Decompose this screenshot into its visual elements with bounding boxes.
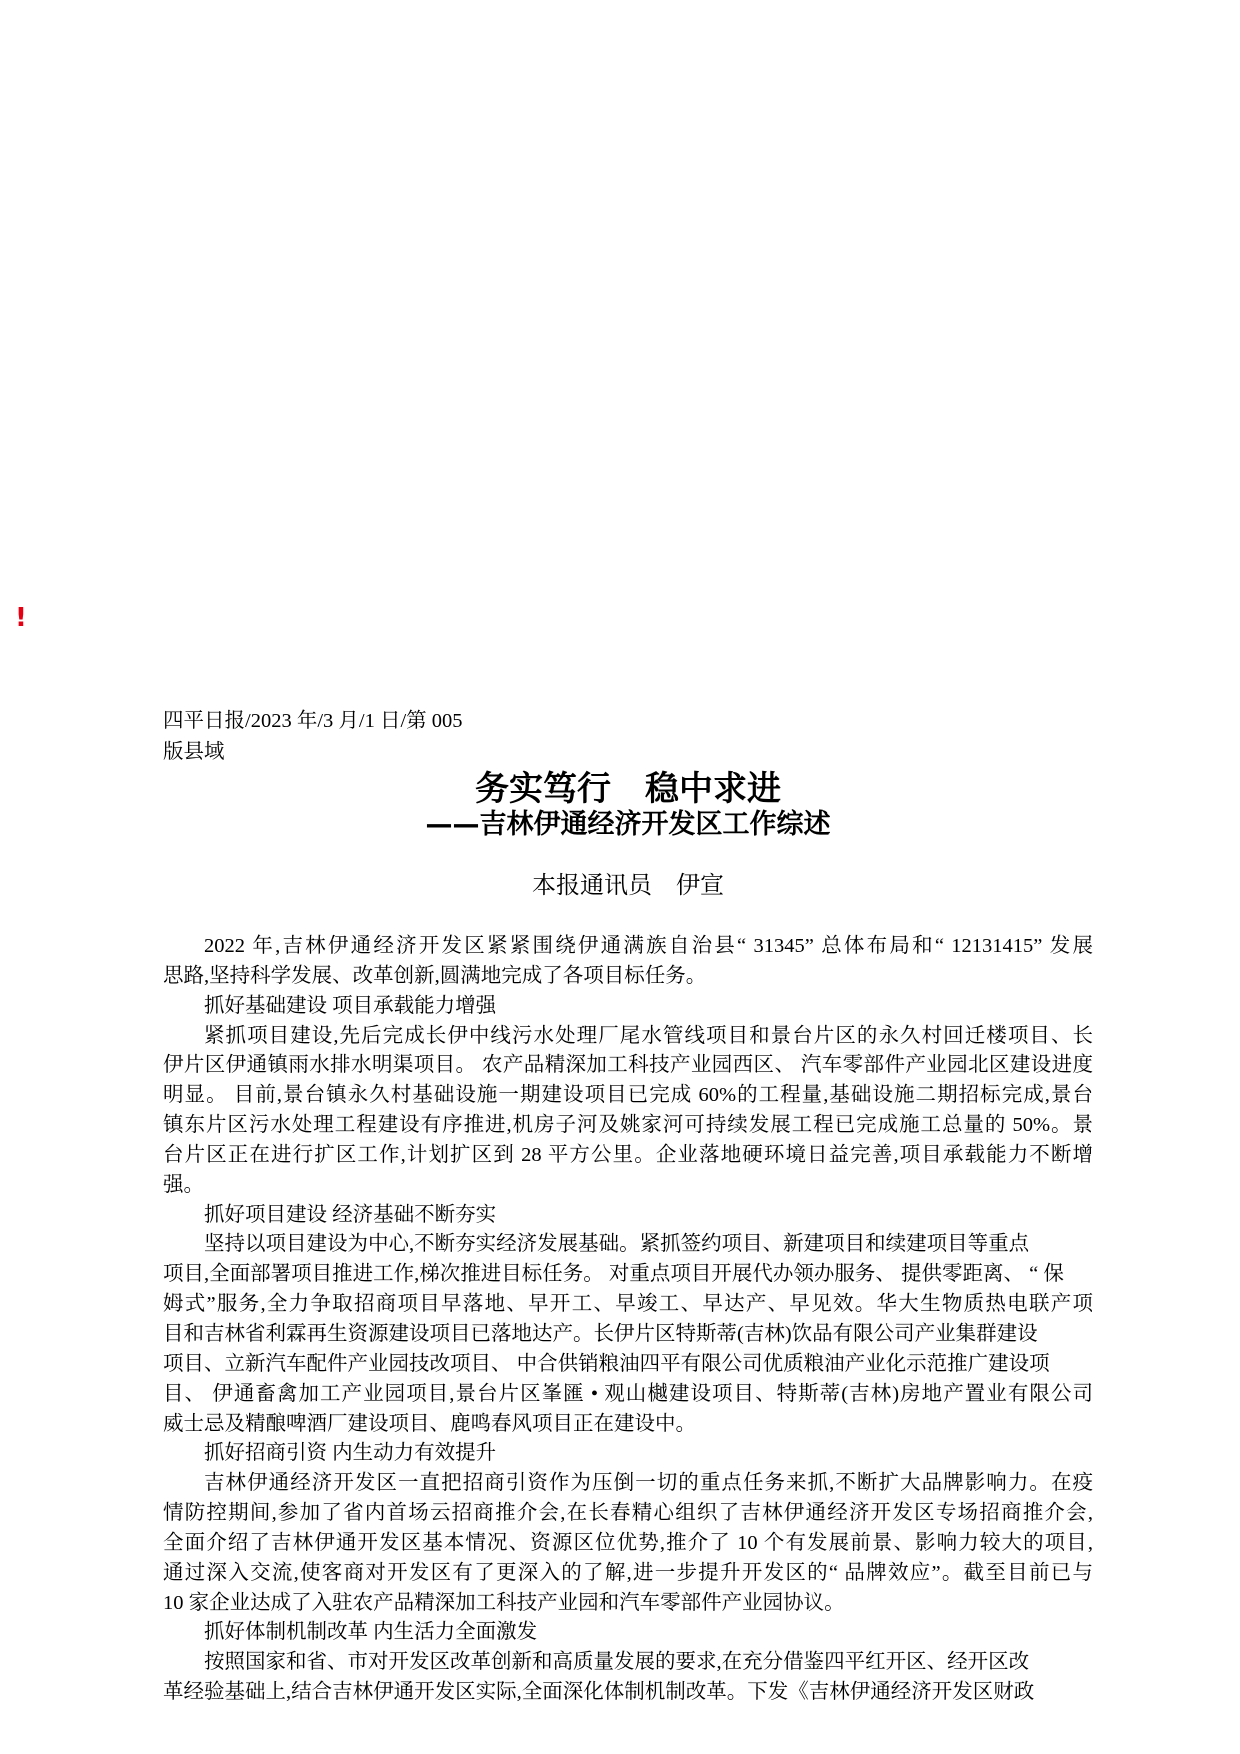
article-body xyxy=(163,932,1093,1708)
article-line: 项目,全面部署项目推进工作,梯次推进目标任务。 对重点项目开展代办领办服务、 提供零距离、 “ 保 xyxy=(163,1263,1064,1286)
article-section xyxy=(163,992,1093,1201)
article-line: 吉林伊通经济开发区一直把招商引资作为压倒一切的重点任务来抓,不断扩大品牌影响力。在疫 xyxy=(204,1472,1093,1495)
headline-title: 务实笃行 稳中求进 xyxy=(475,769,781,809)
article-line: 通过深入交流,使客商对开发区有了更深入的了解,进一步提升开发区的“ 品牌效应”。截至目前已与 xyxy=(163,1561,1093,1584)
article-line: 镇东片区污水处理工程建设有序推进,机房子河及姚家河可持续发展工程已完成施工总量的 50%。景 xyxy=(163,1114,1093,1137)
section-heading: 抓好招商引资 内生动力有效提升 xyxy=(204,1442,497,1465)
article-line: 紧抓项目建设,先后完成长伊中线污水处理厂尾水管线项目和景台片区的永久村回迁楼项目、长 xyxy=(204,1024,1093,1047)
section-heading: 抓好体制机制改革 内生活力全面激发 xyxy=(204,1621,538,1644)
article-line: 目和吉林省利霖再生资源建设项目已落地达产。长伊片区特斯蒂(吉林)饮品有限公司产业集群建设 xyxy=(163,1322,1038,1345)
article-line: 10 家企业达成了入驻农产品精深加工科技产业园和汽车零部件产业园协议。 xyxy=(163,1591,845,1614)
article-line: 2022 年,吉林伊通经济开发区紧紧围绕伊通满族自治县“ 31345” 总体布局和“ 12131415” 发展 xyxy=(204,935,1093,957)
byline: 本报通讯员 伊宣 xyxy=(532,873,724,899)
article-line: 思路,坚持科学发展、改革创新,圆满地完成了各项目标任务。 xyxy=(163,964,707,987)
headline-subtitle: ——吉林伊通经济开发区工作综述 xyxy=(425,809,831,840)
article-line: 明显。 目前,景台镇永久村基础设施一期建设项目已完成 60%的工程量,基础设施二期招标完成,景台 xyxy=(163,1084,1093,1107)
intro-paragraph xyxy=(163,932,1093,992)
section-heading: 抓好基础建设 项目承载能力增强 xyxy=(204,994,497,1017)
article-line: 强。 xyxy=(163,1173,204,1196)
article-line: 全面介绍了吉林伊通开发区基本情况、资源区位优势,推介了 10 个有发展前景、影响力较大的项目, xyxy=(163,1531,1093,1554)
article-line: 目、 伊通畜禽加工产业园项目,景台片区峯匯 • 观山樾建设项目、特斯蒂(吉林)房地产置业有限公司 xyxy=(163,1382,1093,1405)
source-line: 四平日报/2023 年/3 月/1 日/第 005 xyxy=(163,710,463,732)
article-line: 革经验基础上,结合吉林伊通开发区实际,全面深化体制机制改革。下发《吉林伊通经济开发区财政 xyxy=(163,1681,1035,1704)
article-line: 威士忌及精酿啤酒厂建设项目、鹿鸣春风项目正在建设中。 xyxy=(163,1412,696,1435)
article-line: 项目、立新汽车配件产业园技改项目、 中合供销粮油四平有限公司优质粮油产业化示范推广建设项 xyxy=(163,1352,1050,1375)
article-section xyxy=(163,1618,1093,1708)
section-heading: 抓好项目建设 经济基础不断夯实 xyxy=(204,1203,497,1226)
article-line: 按照国家和省、市对开发区改革创新和高质量发展的要求,在充分借鉴四平红开区、经开区改 xyxy=(204,1651,1030,1674)
red-exclamation-mark: ! xyxy=(15,603,27,633)
article-line: 伊片区伊通镇雨水排水明渠项目。 农产品精深加工科技产业园西区、 汽车零部件产业园北区建设进度 xyxy=(163,1054,1093,1077)
section-line: 版县域 xyxy=(163,741,225,763)
article-line: 坚持以项目建设为中心,不断夯实经济发展基础。紧抓签约项目、新建项目和续建项目等重点 xyxy=(204,1233,1030,1256)
article-line: 情防控期间,参加了省内首场云招商推介会,在长春精心组织了吉林伊通经济开发区专场招商推介会, xyxy=(163,1502,1093,1525)
article-section xyxy=(163,1439,1093,1618)
article-section xyxy=(163,1201,1093,1440)
masthead xyxy=(163,706,763,768)
article-line: 台片区正在进行扩区工作,计划扩区到 28 平方公里。企业落地硬环境日益完善,项目承载能力不断增 xyxy=(163,1143,1093,1166)
article-line: 姆式”服务,全力争取招商项目早落地、早开工、早竣工、早达产、早见效。华大生物质热电联产项 xyxy=(163,1293,1093,1316)
